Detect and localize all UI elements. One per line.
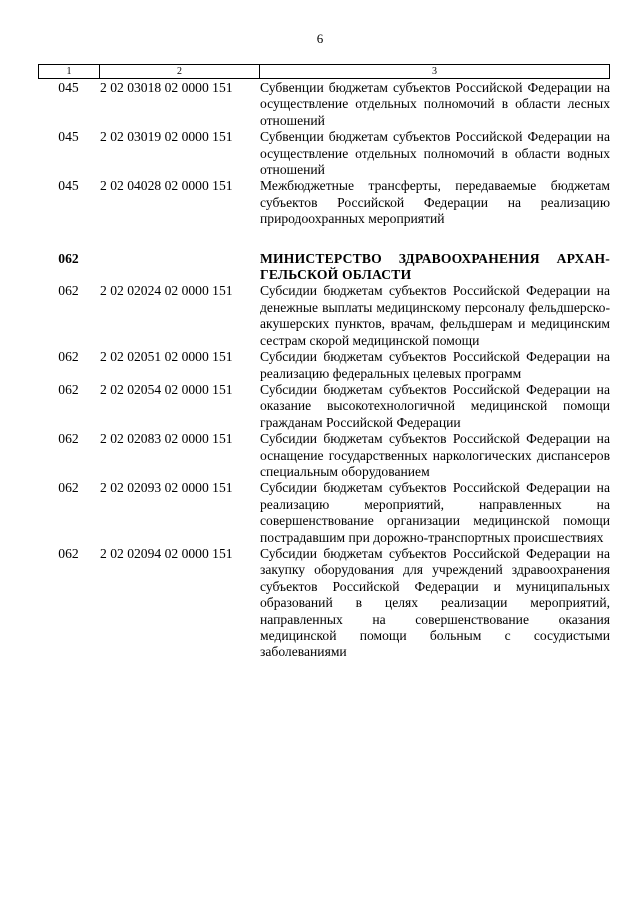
- admin-code: 062: [58, 283, 79, 299]
- header-col-1: 1: [39, 65, 100, 78]
- admin-code: 045: [58, 129, 79, 145]
- budget-class-code: 2 02 04028 02 0000 151: [100, 178, 233, 194]
- admin-code: 045: [58, 80, 79, 95]
- budget-class-code: 2 02 02051 02 0000 151: [100, 349, 233, 365]
- table-row: [38, 349, 610, 382]
- revenue-description: Субвенции бюджетам субъектов Российской Федерации на осуществление отдельных полномочий в области лесных отношений: [260, 80, 610, 128]
- budget-class-code: 2 02 02024 02 0000 151: [100, 283, 233, 299]
- page-number: 6: [316, 31, 324, 46]
- budget-table: [38, 64, 610, 661]
- table-header: [38, 64, 610, 79]
- admin-code: 062: [58, 381, 79, 397]
- revenue-description: Субсидии бюджетам субъектов Российской Федерации на закупку оборудования для учреждений здравоохранения субъектов Российской Федерации и муниципальных образований в целях реализации мероприятий, направленных на совершенствование оказания медицинской помощи больным с сосудистыми заболеваниями: [260, 545, 610, 660]
- table-body: [38, 80, 610, 661]
- revenue-description: Субсидии бюджетам субъектов Российской Федерации на денежные выплаты медицинскому персоналу фельдшерско-акушерских пунктов, врачам, фельдшерам и медицинским сестрам скорой медицинской помощи: [260, 283, 610, 348]
- table-row: [38, 431, 610, 480]
- revenue-description: Субсидии бюджетам субъектов Российской Федерации на реализацию федеральных целевых программ: [260, 349, 610, 381]
- section-title: МИНИСТЕРСТВО ЗДРАВООХРАНЕНИЯ АРХАН-ГЕЛЬСКОЙ ОБЛАСТИ: [260, 250, 610, 283]
- table-row: [38, 382, 610, 431]
- revenue-description: Субсидии бюджетам субъектов Российской Федерации на реализацию мероприятий, направленных на совершенствование организации медицинской помощи пострадавшим при дорожно-транспортных происшествиях: [260, 480, 610, 545]
- table-row: [38, 283, 610, 349]
- revenue-description: Субсидии бюджетам субъектов Российской Федерации на оказание высокотехнологичной медицинской помощи гражданам Российской Федерации: [260, 381, 610, 430]
- table-row: [38, 480, 610, 546]
- revenue-description: Субсидии бюджетам субъектов Российской Федерации на оснащение государственных наркологических диспансеров специальным оборудованием: [260, 431, 610, 479]
- budget-class-code: 2 02 02093 02 0000 151: [100, 480, 233, 496]
- admin-code: 062: [58, 431, 79, 447]
- budget-class-code: 2 02 02094 02 0000 151: [100, 545, 233, 561]
- budget-class-code: 2 02 03019 02 0000 151: [100, 129, 233, 145]
- admin-code: 062: [58, 250, 79, 266]
- table-row: [38, 178, 610, 227]
- admin-code: 062: [58, 349, 79, 365]
- budget-class-code: 2 02 02054 02 0000 151: [100, 381, 233, 397]
- budget-class-code: 2 02 03018 02 0000 151: [100, 80, 233, 95]
- admin-code: 062: [58, 545, 79, 561]
- section-heading-row: [38, 251, 610, 284]
- revenue-description: Субвенции бюджетам субъектов Российской Федерации на осуществление отдельных полномочий в области водных отношений: [260, 129, 610, 178]
- header-col-2: 2: [100, 65, 260, 78]
- budget-class-code: 2 02 02083 02 0000 151: [100, 431, 233, 447]
- admin-code: 062: [58, 480, 79, 496]
- table-row: [38, 80, 610, 129]
- table-row: [38, 129, 610, 178]
- header-col-3: 3: [432, 66, 437, 77]
- budget-class-code: [99, 251, 259, 284]
- revenue-description: Межбюджетные трансферты, передаваемые бюджетам субъектов Российской Федерации на реализацию природоохранных мероприятий: [260, 178, 610, 227]
- table-row: [38, 546, 610, 661]
- admin-code: 045: [58, 178, 79, 194]
